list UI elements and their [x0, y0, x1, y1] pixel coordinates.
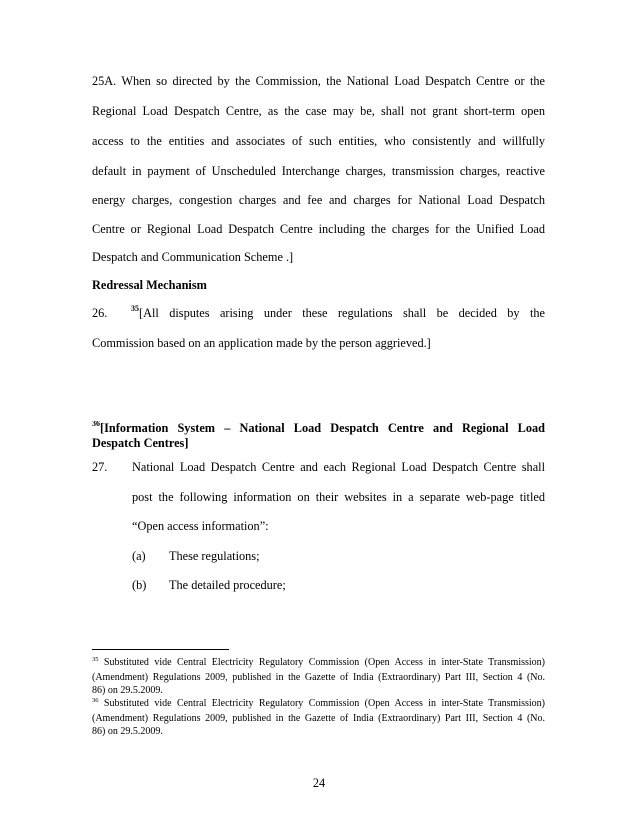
footnote-35-line-1 [92, 656, 545, 671]
para-26-line-2: Commission based on an application made by the person aggrieved.] [92, 336, 431, 350]
footnote-ref-35: 35 [131, 304, 139, 313]
list-item-a-text: These regulations; [169, 549, 260, 563]
para-27-line-2: post the following information on their websites in a separate web-page titled [132, 490, 545, 504]
para-25a-line-3: access to the entities and associates of such entities, who consistently and willfully [92, 134, 545, 148]
heading-information-system-text: [Information System – National Load Despatch Centre and Regional Load [100, 421, 545, 435]
para-26-line-1 [131, 306, 545, 321]
para-25a-line-7: Despatch and Communication Scheme .] [92, 250, 294, 264]
para-25a-line-1: 25A. When so directed by the Commission, the National Load Despatch Centre or the [92, 74, 545, 88]
para-26-line-1-text: [All disputes arising under these regulations shall be decided by the [139, 306, 545, 320]
footnote-35-text-1: Substituted vide Central Electricity Regulatory Commission (Open Access in inter-State Transmission) [98, 657, 545, 668]
footnote-36-line-2: (Amendment) Regulations 2009, published in the Gazette of India (Extraordinary) Part III, Section 4 (No. [92, 712, 545, 724]
para-27-line-1: National Load Despatch Centre and each Regional Load Despatch Centre shall [132, 460, 545, 474]
footnote-35-line-2: (Amendment) Regulations 2009, published in the Gazette of India (Extraordinary) Part III, Section 4 (No. [92, 671, 545, 683]
footnote-separator [92, 649, 229, 650]
heading-information-system-line-2: Despatch Centres] [92, 436, 189, 450]
heading-information-system-line-1 [92, 421, 545, 436]
footnote-36-marker: 36 [92, 697, 99, 704]
para-25a-line-6: Centre or Regional Load Despatch Centre including the charges for the Unified Load [92, 222, 545, 236]
footnote-36 [92, 697, 545, 739]
footnote-36-text-1: Substituted vide Central Electricity Regulatory Commission (Open Access in inter-State Transmission) [98, 698, 545, 709]
heading-redressal-mechanism: Redressal Mechanism [92, 278, 207, 292]
footnote-ref-36: 36 [92, 421, 100, 428]
footnote-35-marker: 35 [92, 656, 99, 663]
list-item-b-label: (b) [132, 578, 147, 592]
page-number: 24 [312, 776, 326, 790]
footnote-36-line-1 [92, 697, 545, 712]
para-27-line-3: “Open access information”: [132, 519, 269, 533]
footnote-35-line-3: 86) on 29.5.2009. [92, 685, 163, 696]
para-25a-line-5: energy charges, congestion charges and fee and charges for National Load Despatch [92, 193, 545, 207]
list-item-b-text: The detailed procedure; [169, 578, 286, 592]
para-26-number: 26. [92, 306, 108, 320]
list-item-a-label: (a) [132, 549, 146, 563]
footnote-35 [92, 656, 545, 698]
footnote-36-line-3: 86) on 29.5.2009. [92, 726, 163, 737]
para-25a-line-2: Regional Load Despatch Centre, as the case may be, shall not grant short-term open [92, 104, 545, 118]
para-27-number: 27. [92, 460, 108, 474]
para-25a-line-4: default in payment of Unscheduled Interchange charges, transmission charges, reactive [92, 164, 545, 178]
